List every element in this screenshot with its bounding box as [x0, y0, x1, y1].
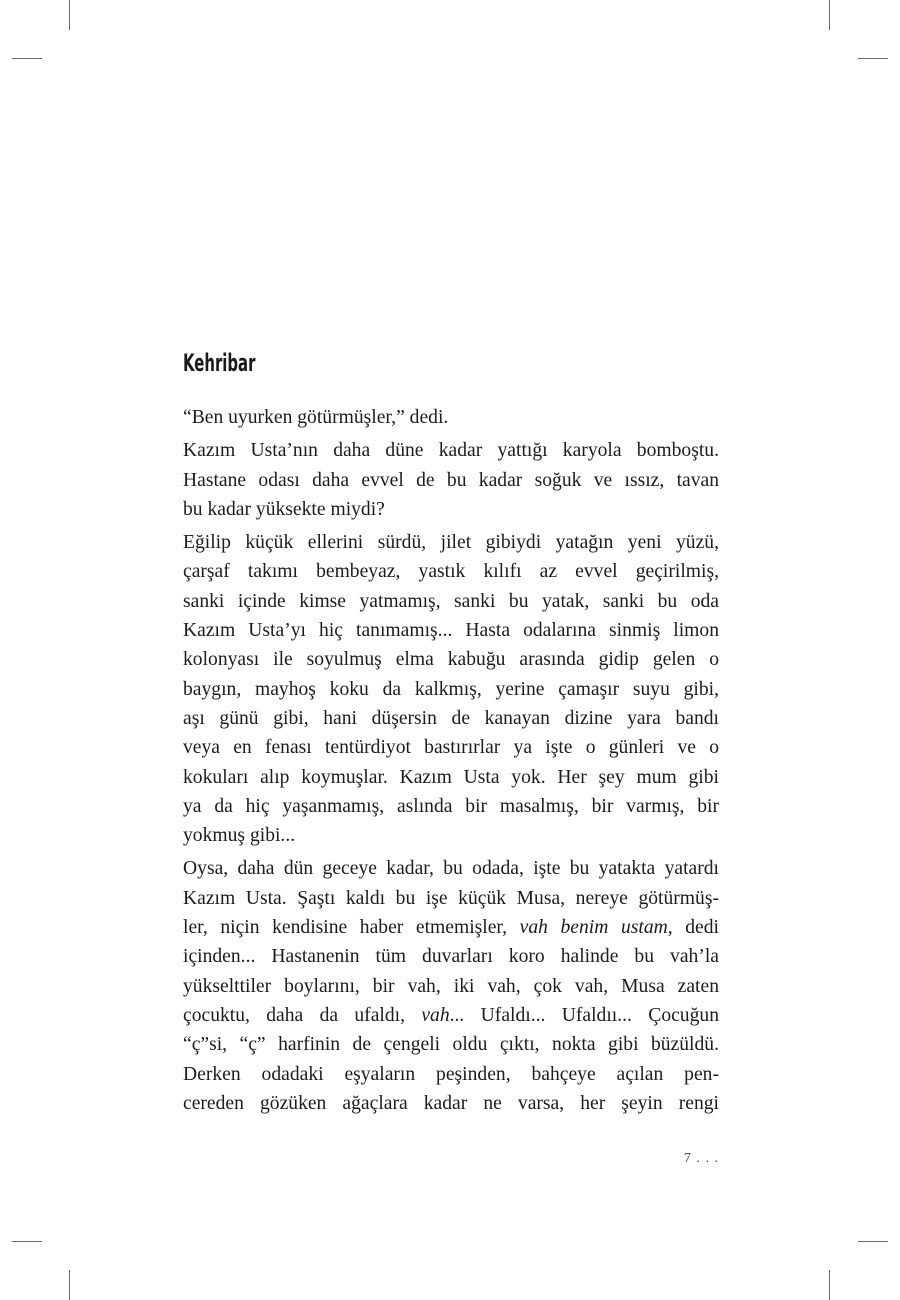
- text-line: yokmuş gibi...: [183, 825, 296, 847]
- crop-mark-top-right: [829, 0, 830, 30]
- paragraph-2: [183, 436, 719, 524]
- text-line: veya en fenası tentürdiyot bastırırlar ya işte o günleri ve o: [183, 737, 719, 759]
- text-line: cereden gözüken ağaçlara kadar ne varsa, her şeyin rengi: [183, 1092, 719, 1114]
- crop-mark-bottom-left: [69, 1270, 70, 1300]
- text-line: Kazım Usta. Şaştı kaldı bu işe küçük Musa, nereye götürmüş-: [183, 887, 719, 909]
- text-line: Kazım Usta’yı hiç tanımamış... Hasta odalarına sinmiş limon: [183, 620, 719, 642]
- crop-mark-left-top: [12, 58, 42, 59]
- text-segment: çocuktu, daha da ufaldı,: [183, 1004, 405, 1026]
- paragraph-1: [183, 403, 719, 432]
- text-line: bu kadar yüksekte miydi?: [183, 498, 385, 520]
- crop-mark-left-bottom: [12, 1241, 42, 1242]
- text-line-mixed: [183, 1001, 719, 1030]
- text-line: Oysa, daha dün geceye kadar, bu odada, işte bu yatakta yatardı: [183, 858, 719, 880]
- text-line: Eğilip küçük ellerini sürdü, jilet gibiydi yatağın yeni yüzü,: [183, 532, 719, 554]
- body-text: [183, 403, 719, 1122]
- text-line: ya da hiç yaşanmamış, aslında bir masalmış, bir varmış, bir: [183, 795, 719, 817]
- text-line: “Ben uyurken götürmüşler,” dedi.: [183, 407, 449, 428]
- chapter-title: Kehribar: [183, 349, 256, 377]
- text-line: aşı günü gibi, hani düşersin de kanayan dizine yara bandı: [183, 707, 719, 729]
- text-line: yükselttiler boylarını, bir vah, iki vah, çok vah, Musa zaten: [183, 975, 719, 997]
- paragraph-3: [183, 528, 719, 850]
- italic-phrase: vah benim ustam,: [519, 917, 673, 939]
- crop-mark-right-bottom: [858, 1241, 888, 1242]
- page-number: 7 . . .: [684, 1151, 719, 1166]
- text-line: baygın, mayhoş koku da kalkmış, yerine çamaşır suyu gibi,: [183, 678, 719, 700]
- text-line: Hastane odası daha evvel de bu kadar soğuk ve ıssız, tavan: [183, 469, 719, 491]
- text-line: Kazım Usta’nın daha düne kadar yattığı karyola bomboştu.: [183, 440, 719, 462]
- crop-mark-right-top: [858, 58, 888, 59]
- text-line: kolonyası ile soyulmuş elma kabuğu arasında gidip gelen o: [183, 649, 719, 671]
- italic-phrase: vah: [421, 1004, 450, 1026]
- crop-mark-top-left: [69, 0, 70, 30]
- crop-mark-bottom-right: [829, 1270, 830, 1300]
- text-segment: ... Ufaldı... Ufaldıı... Çocuğun: [449, 1004, 719, 1026]
- text-line: kokuları alıp koymuşlar. Kazım Usta yok. Her şey mum gibi: [183, 766, 719, 788]
- text-line: sanki içinde kimse yatmamış, sanki bu yatak, sanki bu oda: [183, 590, 719, 612]
- text-line: Derken odadaki eşyaların peşinden, bahçeye açılan pen-: [183, 1063, 719, 1085]
- text-segment: dedi: [672, 917, 719, 939]
- text-line: içinden... Hastanenin tüm duvarları koro halinde bu vah’la: [183, 946, 719, 968]
- text-line-mixed: [183, 913, 719, 942]
- text-line: çarşaf takımı bembeyaz, yastık kılıfı az evvel geçirilmiş,: [183, 561, 719, 583]
- text-line: “ç”si, “ç” harfinin de çengeli oldu çıktı, nokta gibi büzüldü.: [183, 1034, 719, 1056]
- paragraph-4: [183, 854, 719, 1118]
- text-segment: ler, niçin kendisine haber etmemişler,: [183, 917, 508, 939]
